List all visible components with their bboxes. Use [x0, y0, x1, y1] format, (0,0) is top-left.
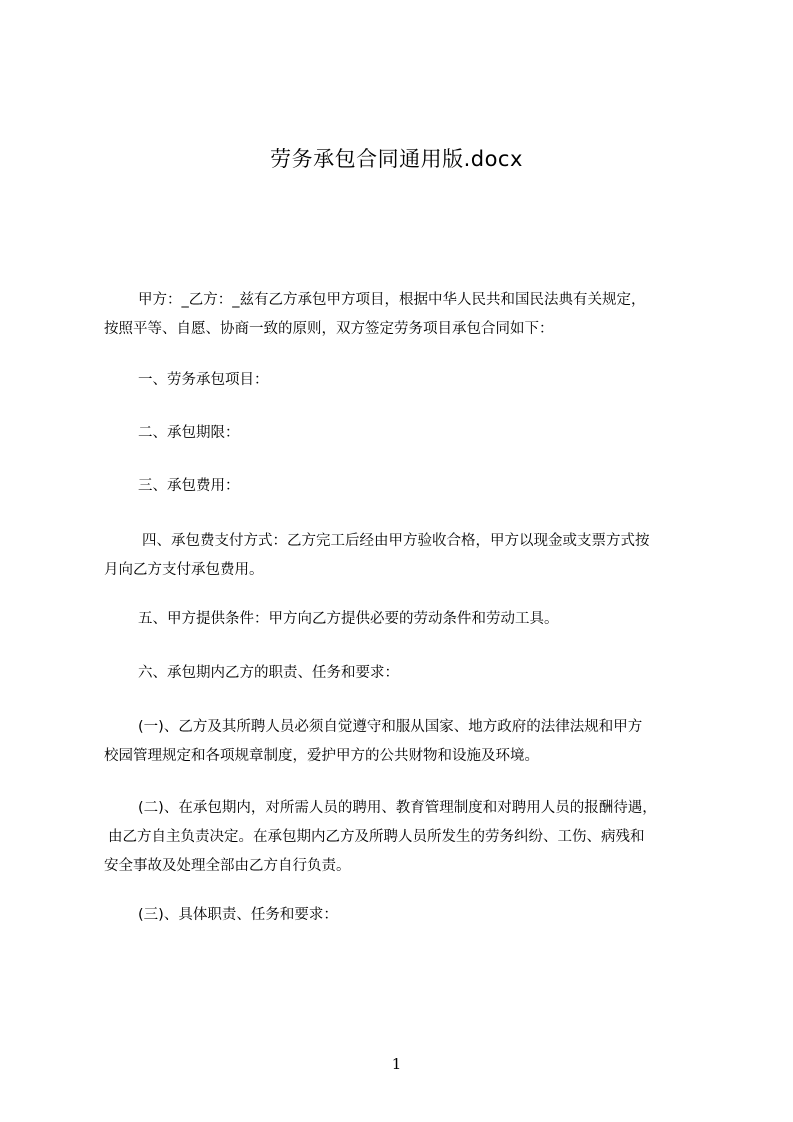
sub-clause-2-line: 由乙方自主负责决定。在承包期内乙方及所聘人员所发生的劳务纠纷、工伤、病残和	[108, 829, 645, 845]
sub-clause-2-line: (二)、在承包期内，对所需人员的聘用、教育管理制度和对聘用人员的报酬待遇，	[138, 800, 657, 816]
sub-clause-1-line: 校园管理规定和各项规章制度，爱护甲方的公共财物和设施及环境。	[104, 748, 539, 764]
sub-clause-2	[104, 794, 704, 881]
sub-clause-3: (三)、具体职责、任务和要求：	[138, 907, 338, 923]
clause-4-line: 四、承包费支付方式：乙方完工后经由甲方验收合格，甲方以现金或支票方式按	[142, 533, 650, 549]
intro-line: 按照平等、自愿、协商一致的原则，双方签定劳务项目承包合同如下：	[104, 321, 554, 337]
clause-1: 一、劳务承包项目：	[138, 372, 269, 388]
clause-4-line: 月向乙方支付承包费用。	[104, 562, 264, 578]
clause-5: 五、甲方提供条件：甲方向乙方提供必要的劳动条件和劳动工具。	[138, 611, 559, 627]
clause-2: 二、承包期限：	[138, 425, 240, 441]
clause-3: 三、承包费用：	[138, 478, 240, 494]
sub-clause-1	[104, 713, 704, 771]
sub-clause-1-line: (一)、乙方及其所聘人员必须自觉遵守和服从国家、地方政府的法律法规和甲方	[138, 719, 643, 735]
intro-line: 甲方：_乙方：_兹有乙方承包甲方项目，根据中华人民共和国民法典有关规定，	[138, 292, 646, 308]
clause-6: 六、承包期内乙方的职责、任务和要求：	[138, 665, 399, 681]
clause-4	[104, 527, 704, 585]
sub-clause-2-line: 安全事故及处理全部由乙方自行负责。	[104, 858, 351, 874]
document-title: 劳务承包合同通用版.docx	[270, 147, 523, 171]
page-number: 1	[391, 1055, 402, 1073]
intro-paragraph	[104, 286, 704, 344]
